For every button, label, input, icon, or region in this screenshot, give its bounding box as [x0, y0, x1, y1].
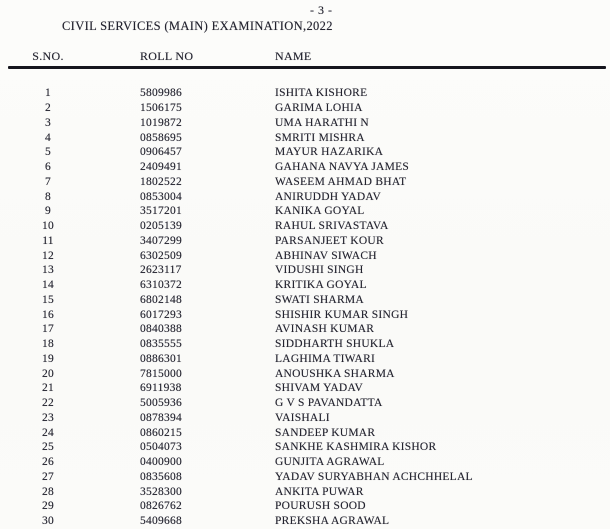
cell-roll: 0835555	[140, 338, 182, 351]
cell-sno: 15	[42, 293, 54, 306]
cell-name: VIDUSHI SINGH	[275, 264, 364, 277]
cell-sno: 30	[42, 515, 54, 528]
cell-sno: 17	[42, 323, 54, 336]
cell-roll: 5005936	[140, 397, 182, 410]
cell-name: MAYUR HAZARIKA	[275, 146, 384, 159]
cell-sno: 26	[42, 456, 54, 469]
cell-sno: 14	[42, 279, 54, 292]
cell-name: WASEEM AHMAD BHAT	[275, 175, 407, 188]
table-row	[0, 514, 610, 529]
cell-sno: 19	[42, 352, 54, 365]
table-row	[0, 293, 610, 308]
cell-roll: 0826762	[140, 500, 182, 513]
cell-roll: 3407299	[140, 234, 182, 247]
header-divider-rule	[8, 66, 606, 69]
cell-roll: 0840388	[140, 323, 182, 336]
cell-roll: 1019872	[140, 116, 182, 129]
cell-name: KANIKA GOYAL	[275, 205, 365, 218]
table-row	[0, 204, 610, 219]
cell-roll: 0886301	[140, 352, 182, 365]
cell-roll: 6911938	[140, 382, 182, 395]
table-row	[0, 425, 610, 440]
cell-sno: 24	[42, 426, 54, 439]
cell-roll: 6802148	[140, 293, 182, 306]
cell-sno: 2	[45, 102, 51, 115]
header-sno: S.NO.	[32, 49, 64, 63]
table-row	[0, 411, 610, 426]
table-row	[0, 86, 610, 101]
table-row	[0, 440, 610, 455]
cell-name: VAISHALI	[275, 411, 330, 424]
cell-roll: 5809986	[140, 87, 182, 100]
table-row	[0, 396, 610, 411]
cell-roll: 0400900	[140, 456, 182, 469]
cell-roll: 7815000	[140, 367, 182, 380]
cell-name: YADAV SURYABHAN ACHCHHELAL	[275, 470, 473, 483]
table-row	[0, 145, 610, 160]
cell-sno: 23	[42, 411, 54, 424]
table-row	[0, 175, 610, 190]
cell-name: GAHANA NAVYA JAMES	[275, 161, 410, 174]
table-row	[0, 101, 610, 116]
table-header-row	[0, 49, 610, 64]
cell-sno: 12	[42, 249, 54, 262]
cell-sno: 8	[45, 190, 51, 203]
table-row	[0, 189, 610, 204]
cell-roll: 0858695	[140, 131, 182, 144]
cell-roll: 0906457	[140, 146, 182, 159]
cell-sno: 10	[42, 220, 54, 233]
page-number: - 3 -	[310, 3, 333, 17]
cell-roll: 0504073	[140, 441, 182, 454]
cell-name: GARIMA LOHIA	[275, 102, 363, 115]
cell-roll: 6310372	[140, 279, 182, 292]
cell-name: SANDEEP KUMAR	[275, 426, 376, 439]
cell-sno: 1	[45, 87, 51, 100]
table-row	[0, 322, 610, 337]
cell-name: ABHINAV SIWACH	[275, 249, 377, 262]
cell-roll: 2623117	[140, 264, 182, 277]
cell-sno: 4	[45, 131, 51, 144]
cell-name: SANKHE KASHMIRA KISHOR	[275, 441, 437, 454]
cell-roll: 0205139	[140, 220, 182, 233]
table-row	[0, 337, 610, 352]
cell-name: RAHUL SRIVASTAVA	[275, 220, 389, 233]
cell-roll: 0860215	[140, 426, 182, 439]
table-row	[0, 499, 610, 514]
table-row	[0, 366, 610, 381]
cell-roll: 6017293	[140, 308, 182, 321]
cell-sno: 21	[42, 382, 54, 395]
cell-sno: 6	[45, 161, 51, 174]
table-row	[0, 484, 610, 499]
cell-name: SIDDHARTH SHUKLA	[275, 338, 395, 351]
cell-name: ANIRUDDH YADAV	[275, 190, 382, 203]
cell-name: SWATI SHARMA	[275, 293, 364, 306]
cell-name: POURUSH SOOD	[275, 500, 366, 513]
cell-name: KRITIKA GOYAL	[275, 279, 367, 292]
cell-roll: 2409491	[140, 161, 182, 174]
table-row	[0, 130, 610, 145]
table-row	[0, 219, 610, 234]
cell-sno: 11	[42, 234, 54, 247]
cell-name: ISHITA KISHORE	[275, 87, 368, 100]
cell-sno: 13	[42, 264, 54, 277]
cell-sno: 5	[45, 146, 51, 159]
cell-name: UMA HARATHI N	[275, 116, 369, 129]
cell-sno: 3	[45, 116, 51, 129]
cell-name: PREKSHA AGRAWAL	[275, 515, 390, 528]
cell-roll: 6302509	[140, 249, 182, 262]
table-row	[0, 455, 610, 470]
cell-name: ANKITA PUWAR	[275, 485, 364, 498]
cell-roll: 1802522	[140, 175, 182, 188]
table-row	[0, 470, 610, 485]
cell-roll: 1506175	[140, 102, 182, 115]
header-roll-no: ROLL NO	[140, 49, 194, 63]
table-row	[0, 352, 610, 367]
table-row	[0, 116, 610, 131]
cell-roll: 3517201	[140, 205, 182, 218]
cell-roll: 5409668	[140, 515, 182, 528]
cell-sno: 22	[42, 397, 54, 410]
table-row	[0, 381, 610, 396]
cell-name: AVINASH KUMAR	[275, 323, 375, 336]
cell-sno: 9	[45, 205, 51, 218]
cell-sno: 28	[42, 485, 54, 498]
document-title: CIVIL SERVICES (MAIN) EXAMINATION,2022	[62, 19, 333, 33]
header-name: NAME	[275, 49, 312, 63]
cell-name: ANOUSHKA SHARMA	[275, 367, 395, 380]
cell-sno: 27	[42, 470, 54, 483]
cell-sno: 16	[42, 308, 54, 321]
cell-name: PARSANJEET KOUR	[275, 234, 384, 247]
table-row	[0, 234, 610, 249]
cell-name: SHIVAM YADAV	[275, 382, 364, 395]
cell-roll: 0853004	[140, 190, 182, 203]
cell-sno: 29	[42, 500, 54, 513]
cell-name: G V S PAVANDATTA	[275, 397, 383, 410]
cell-sno: 18	[42, 338, 54, 351]
table-row	[0, 307, 610, 322]
cell-name: SMRITI MISHRA	[275, 131, 365, 144]
table-row	[0, 160, 610, 175]
cell-roll: 0835608	[140, 470, 182, 483]
cell-sno: 7	[45, 175, 51, 188]
table-body	[0, 86, 610, 529]
table-row	[0, 263, 610, 278]
table-row	[0, 278, 610, 293]
cell-roll: 0878394	[140, 411, 182, 424]
table-row	[0, 248, 610, 263]
cell-name: GUNJITA AGRAWAL	[275, 456, 385, 469]
cell-name: SHISHIR KUMAR SINGH	[275, 308, 409, 321]
cell-sno: 20	[42, 367, 54, 380]
cell-sno: 25	[42, 441, 54, 454]
cell-roll: 3528300	[140, 485, 182, 498]
cell-name: LAGHIMA TIWARI	[275, 352, 376, 365]
